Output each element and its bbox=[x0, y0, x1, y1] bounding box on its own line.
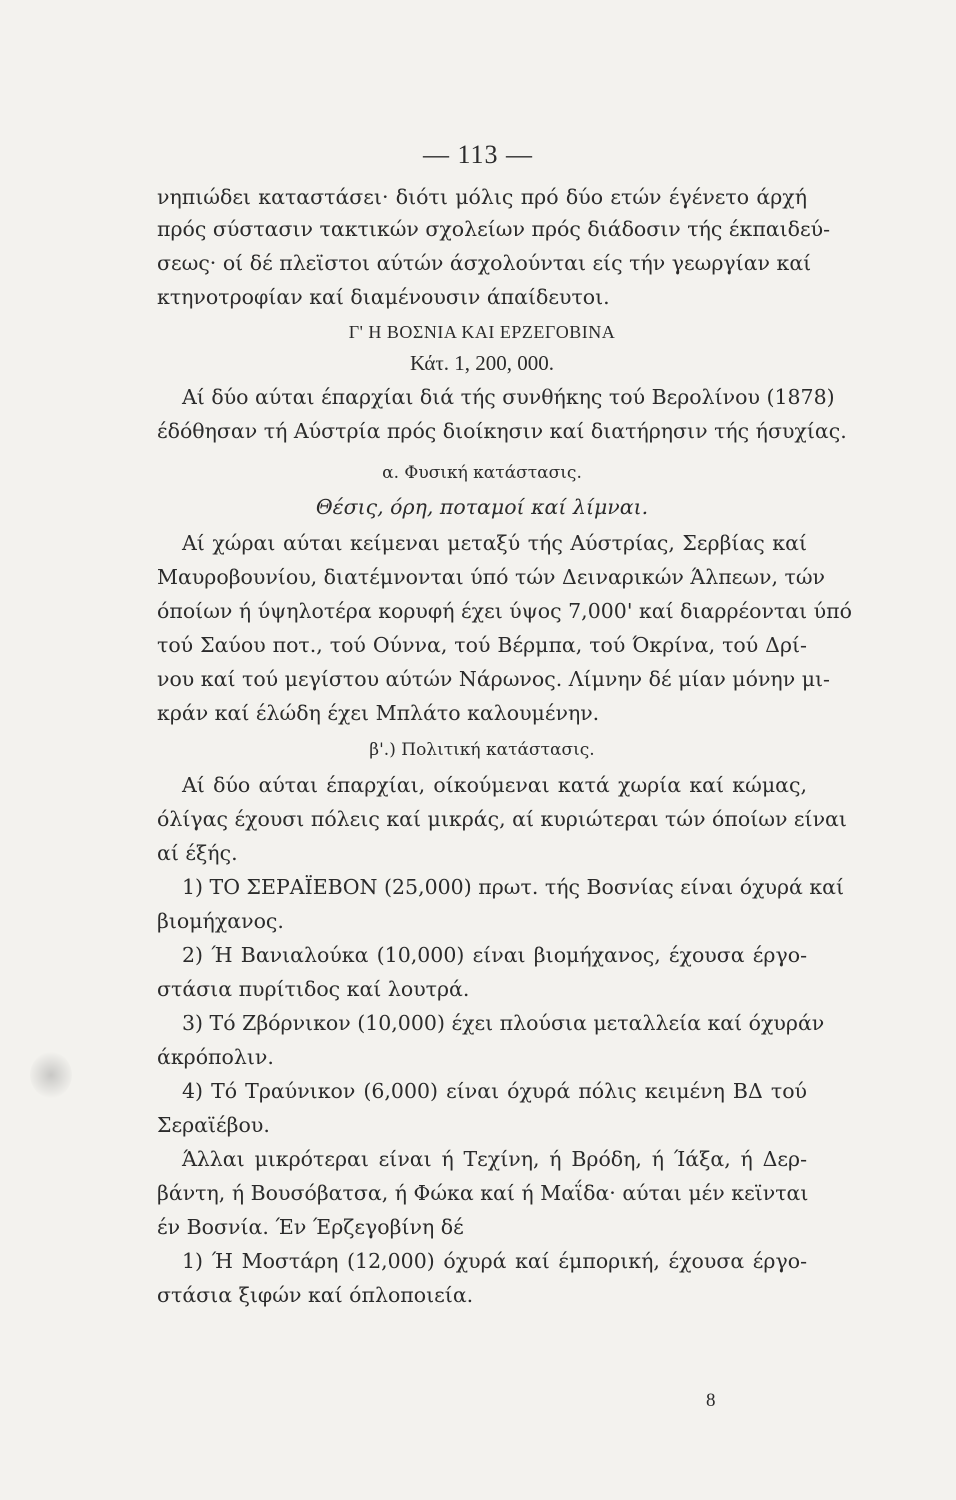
population-line: Κάτ. 1, 200, 000. bbox=[409, 351, 555, 375]
page-number: — 113 — bbox=[422, 140, 534, 169]
text-line: έν Βοσνία. Έν Έρζεγοβίνη δέ bbox=[157, 1215, 464, 1239]
text-line: κτηνοτροφίαν καί διαμένουσιν άπαίδευτοι. bbox=[157, 285, 610, 309]
ink-smudge bbox=[30, 1052, 72, 1098]
subsection-heading: β'.) Πολιτική κατάστασις. bbox=[369, 740, 595, 760]
text-line: τού Σαύου ποτ., τού Ούννα, τού Βέρμπα, τού Όκρίνα, τού Δρί- bbox=[157, 633, 807, 657]
text-line: όλίγας έχουσι πόλεις καί μικράς, αί κυριώτεραι τών όποίων είναι bbox=[157, 807, 847, 831]
text-line: στάσια ξιφών καί όπλοποιεία. bbox=[157, 1283, 474, 1307]
text-line: βιομήχανος. bbox=[157, 909, 284, 933]
text-line: Σεραϊέβου. bbox=[157, 1113, 270, 1137]
text-line: σεως· οί δέ πλεϊστοι αύτών άσχολούνται είς τήν γεωργίαν καί bbox=[157, 251, 812, 275]
text-line: στάσια πυρίτιδος καί λουτρά. bbox=[157, 977, 470, 1001]
text-line: Αί δύο αύται έπαρχίαι, οίκούμεναι κατά χωρία καί κώμας, bbox=[182, 773, 807, 797]
text-line: Μαυροβουνίου, διατέμνονται ύπό τών Δειναρικών Άλπεων, τών bbox=[157, 565, 826, 589]
text-line: πρός σύστασιν τακτικών σχολείων πρός διάδοσιν τής έκπαιδεύ- bbox=[157, 217, 831, 241]
list-item: 1) ΤΟ ΣΕΡΑΪΕΒΟΝ (25,000) πρωτ. τής Βοσνίας είναι όχυρά καί bbox=[182, 875, 845, 899]
text-line: νου καί τού μεγίστου αύτών Νάρωνος. Λίμνην δέ μίαν μόνην μι- bbox=[157, 667, 830, 691]
text-line: κράν καί έλώδη έχει Μπλάτο καλουμένην. bbox=[157, 701, 600, 725]
text-line: βάντη, ή Βουσόβατσα, ή Φώκα καί ή Μαΐδα· αύται μέν κεϊνται bbox=[157, 1181, 809, 1205]
text-line: έδόθησαν τή Αύστρία πρός διοίκησιν καί διατήρησιν τής ήσυχίας. bbox=[157, 419, 847, 443]
list-item: 3) Τό Ζβόρνικον (10,000) έχει πλούσια μεταλλεία καί όχυράν bbox=[182, 1011, 825, 1035]
text-line: άκρόπολιν. bbox=[157, 1045, 274, 1069]
text-line: Αί χώραι αύται κείμεναι μεταξύ τής Αύστρίας, Σερβίας καί bbox=[182, 531, 807, 555]
list-item: 2) Ή Βανιαλούκα (10,000) είναι βιομήχανος, έχουσα έργο- bbox=[182, 943, 807, 967]
list-item: 1) Ή Μοστάρη (12,000) όχυρά καί έμπορική, έχουσα έργο- bbox=[182, 1249, 807, 1273]
list-item: 4) Τό Τραύνικον (6,000) είναι όχυρά πόλις κειμένη ΒΔ τού bbox=[182, 1079, 807, 1103]
signature-mark: 8 bbox=[706, 1390, 716, 1411]
text-line: Αί δύο αύται έπαρχίαι διά τής συνθήκης τού Βερολίνου (1878) bbox=[182, 385, 835, 409]
subsection-heading: α. Φυσική κατάστασις. bbox=[382, 463, 582, 483]
text-line: αί έξής. bbox=[157, 841, 238, 865]
text-line: όποίων ή ύψηλοτέρα κορυφή έχει ύψος 7,000' καί διαρρέονται ύπό bbox=[157, 599, 852, 623]
text-line: νηπιώδει καταστάσει· διότι μόλις πρό δύο ετών έγένετο άρχή bbox=[157, 185, 807, 209]
text-line: Άλλαι μικρότεραι είναι ή Τεχίνη, ή Βρόδη, ή Ίάξα, ή Δερ- bbox=[182, 1147, 807, 1171]
section-heading: Γ' Η ΒΟΣΝΙΑ ΚΑΙ ΕΡΖΕΓΟΒΙΝΑ bbox=[348, 322, 616, 342]
subsection-subheading: Θέσις, όρη, ποταμοί καί λίμναι. bbox=[315, 495, 649, 519]
